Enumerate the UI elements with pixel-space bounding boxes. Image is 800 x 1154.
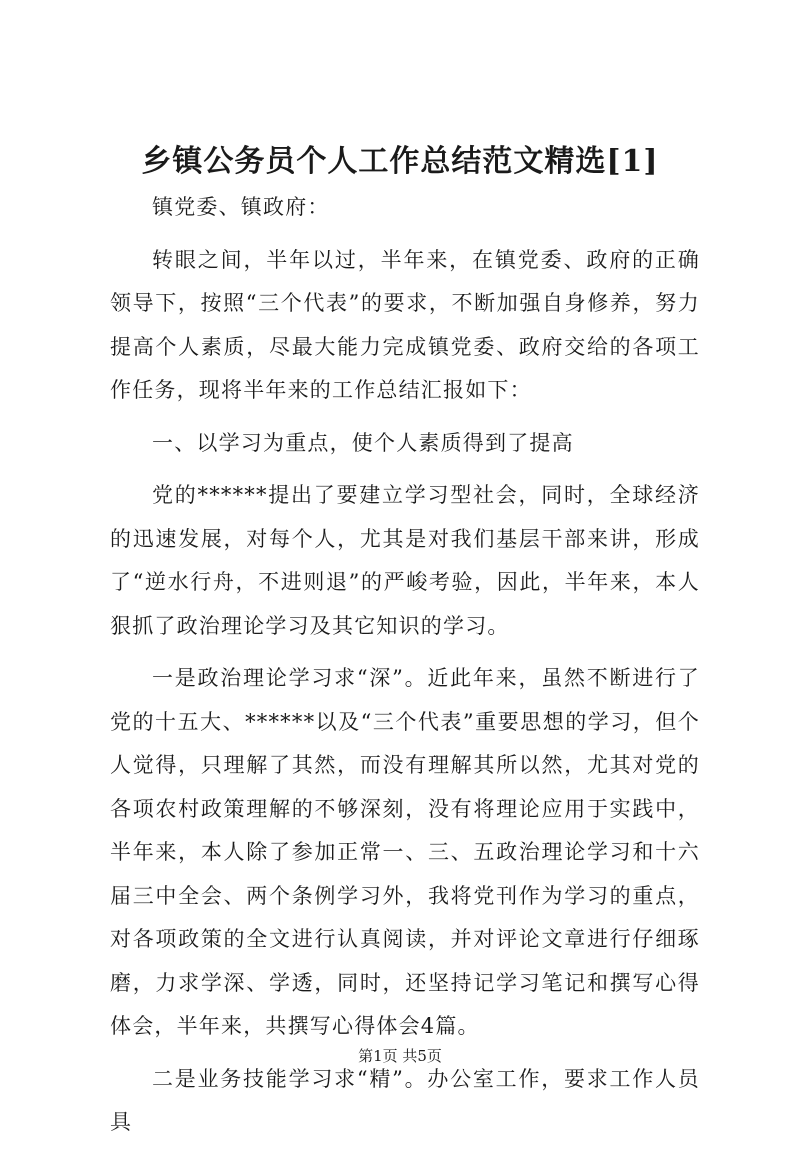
document-title: 乡镇公务员个人工作总结范文精选[1] (141, 144, 659, 179)
body-paragraph: 一是政治理论学习求“深”。近此年来，虽然不断进行了党的十五大、******以及“三个代表”重要思想的学习，但个人觉得，只理解了其然，而没有理解其所以然，尤其对党的各项农村政策理解的不够深刻，没有将理论应用于实践中，半年来，本人除了参加正常一、三、五政治理论学习和十六届三中全会、两个条例学习外，我将党刊作为学习的重点，对各项政策的全文进行认真阅读，并对评论文章进行仔细琢磨，力求学深、学透，同时，还坚持记学习笔记和撰写心得体会，半年来，共撰写心得体会4篇。 (110, 666, 700, 1038)
body-paragraph: 二是业务技能学习求“精”。办公室工作，要求工作人员具 (110, 1066, 700, 1134)
salutation: 镇党委、镇政府： (152, 195, 330, 219)
document-body (110, 186, 700, 1154)
body-paragraph: 党的******提出了要建立学习型社会，同时，全球经济的迅速发展，对每个人，尤其是对我们基层干部来讲，形成了“逆水行舟，不进则退”的严峻考验，因此，半年来，本人狠抓了政治理论学习及其它知识的学习。 (110, 483, 700, 638)
page-footer: 第1页 共5页 (358, 1047, 442, 1065)
intro-paragraph: 转眼之间，半年以过，半年来，在镇党委、政府的正确领导下，按照“三个代表”的要求，不断加强自身修养，努力提高个人素质，尽最大能力完成镇党委、政府交给的各项工作任务，现将半年来的工作总结汇报如下： (110, 247, 700, 402)
section-heading: 一、以学习为重点，使个人素质得到了提高 (152, 430, 574, 455)
